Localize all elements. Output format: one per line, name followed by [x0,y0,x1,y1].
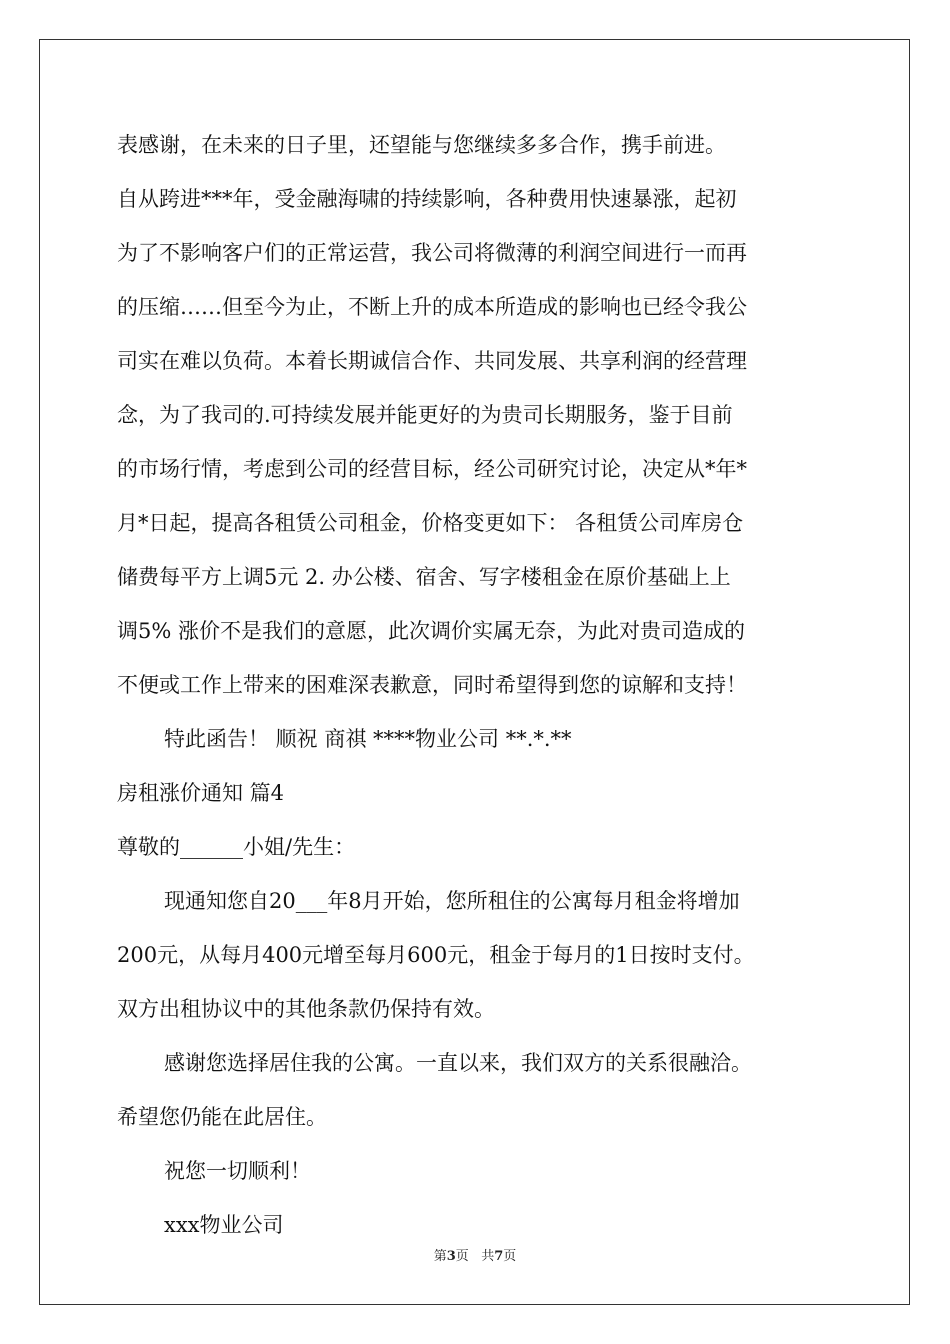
document-body [117,126,837,1260]
body-line: 双方出租协议中的其他条款仍保持有效。 [117,997,495,1021]
body-line: 司实在难以负荷。本着长期诚信合作、共同发展、共享利润的经营理 [117,349,747,373]
body-line: 调5% 涨价不是我们的意愿，此次调价实属无奈，为此对贵司造成的 [117,619,745,643]
page-prefix: 第 [433,1249,447,1264]
closing-line: 特此函告！ 顺祝 商祺 ****物业公司 **.*.** [164,727,572,751]
closing-wish: 祝您一切顺利！ [164,1159,311,1183]
total-pages: 7 [494,1249,504,1264]
salutation: 尊敬的______小姐/先生： [117,835,356,859]
body-line: 储费每平方上调5元 2. 办公楼、宿舍、写字楼租金在原价基础上上 [117,565,731,589]
body-line: 现通知您自20___年8月开始，您所租住的公寓每月租金将增加 [164,889,740,913]
body-line: 念，为了我司的.可持续发展并能更好的为贵司长期服务，鉴于目前 [117,403,733,427]
body-line: 希望您仍能在此居住。 [117,1105,327,1129]
body-line: 为了不影响客户们的正常运营，我公司将微薄的利润空间进行一而再 [117,241,747,265]
body-line: 自从跨进***年，受金融海啸的持续影响，各种费用快速暴涨，起初 [117,187,737,211]
total-suffix: 页 [503,1249,517,1264]
body-line: 月*日起，提高各租赁公司租金，价格变更如下： 各租赁公司库房仓 [117,511,744,535]
body-line: 200元，从每月400元增至每月600元，租金于每月的1日按时支付。 [117,943,755,967]
page-footer [0,1247,950,1267]
section-heading: 房租涨价通知 篇4 [117,781,285,805]
page-suffix: 页 [455,1249,469,1264]
signature: xxx物业公司 [164,1213,284,1237]
page-number: 3 [446,1249,456,1264]
total-prefix: 共 [481,1249,495,1264]
body-line: 表感谢，在未来的日子里，还望能与您继续多多合作，携手前进。 [117,133,726,157]
body-line: 的压缩……但至今为止，不断上升的成本所造成的影响也已经令我公 [117,295,747,319]
body-line: 的市场行情，考虑到公司的经营目标，经公司研究讨论，决定从*年* [117,457,747,481]
body-line: 不便或工作上带来的困难深表歉意，同时希望得到您的谅解和支持！ [117,673,747,697]
body-line: 感谢您选择居住我的公寓。一直以来，我们双方的关系很融洽。 [164,1051,752,1075]
